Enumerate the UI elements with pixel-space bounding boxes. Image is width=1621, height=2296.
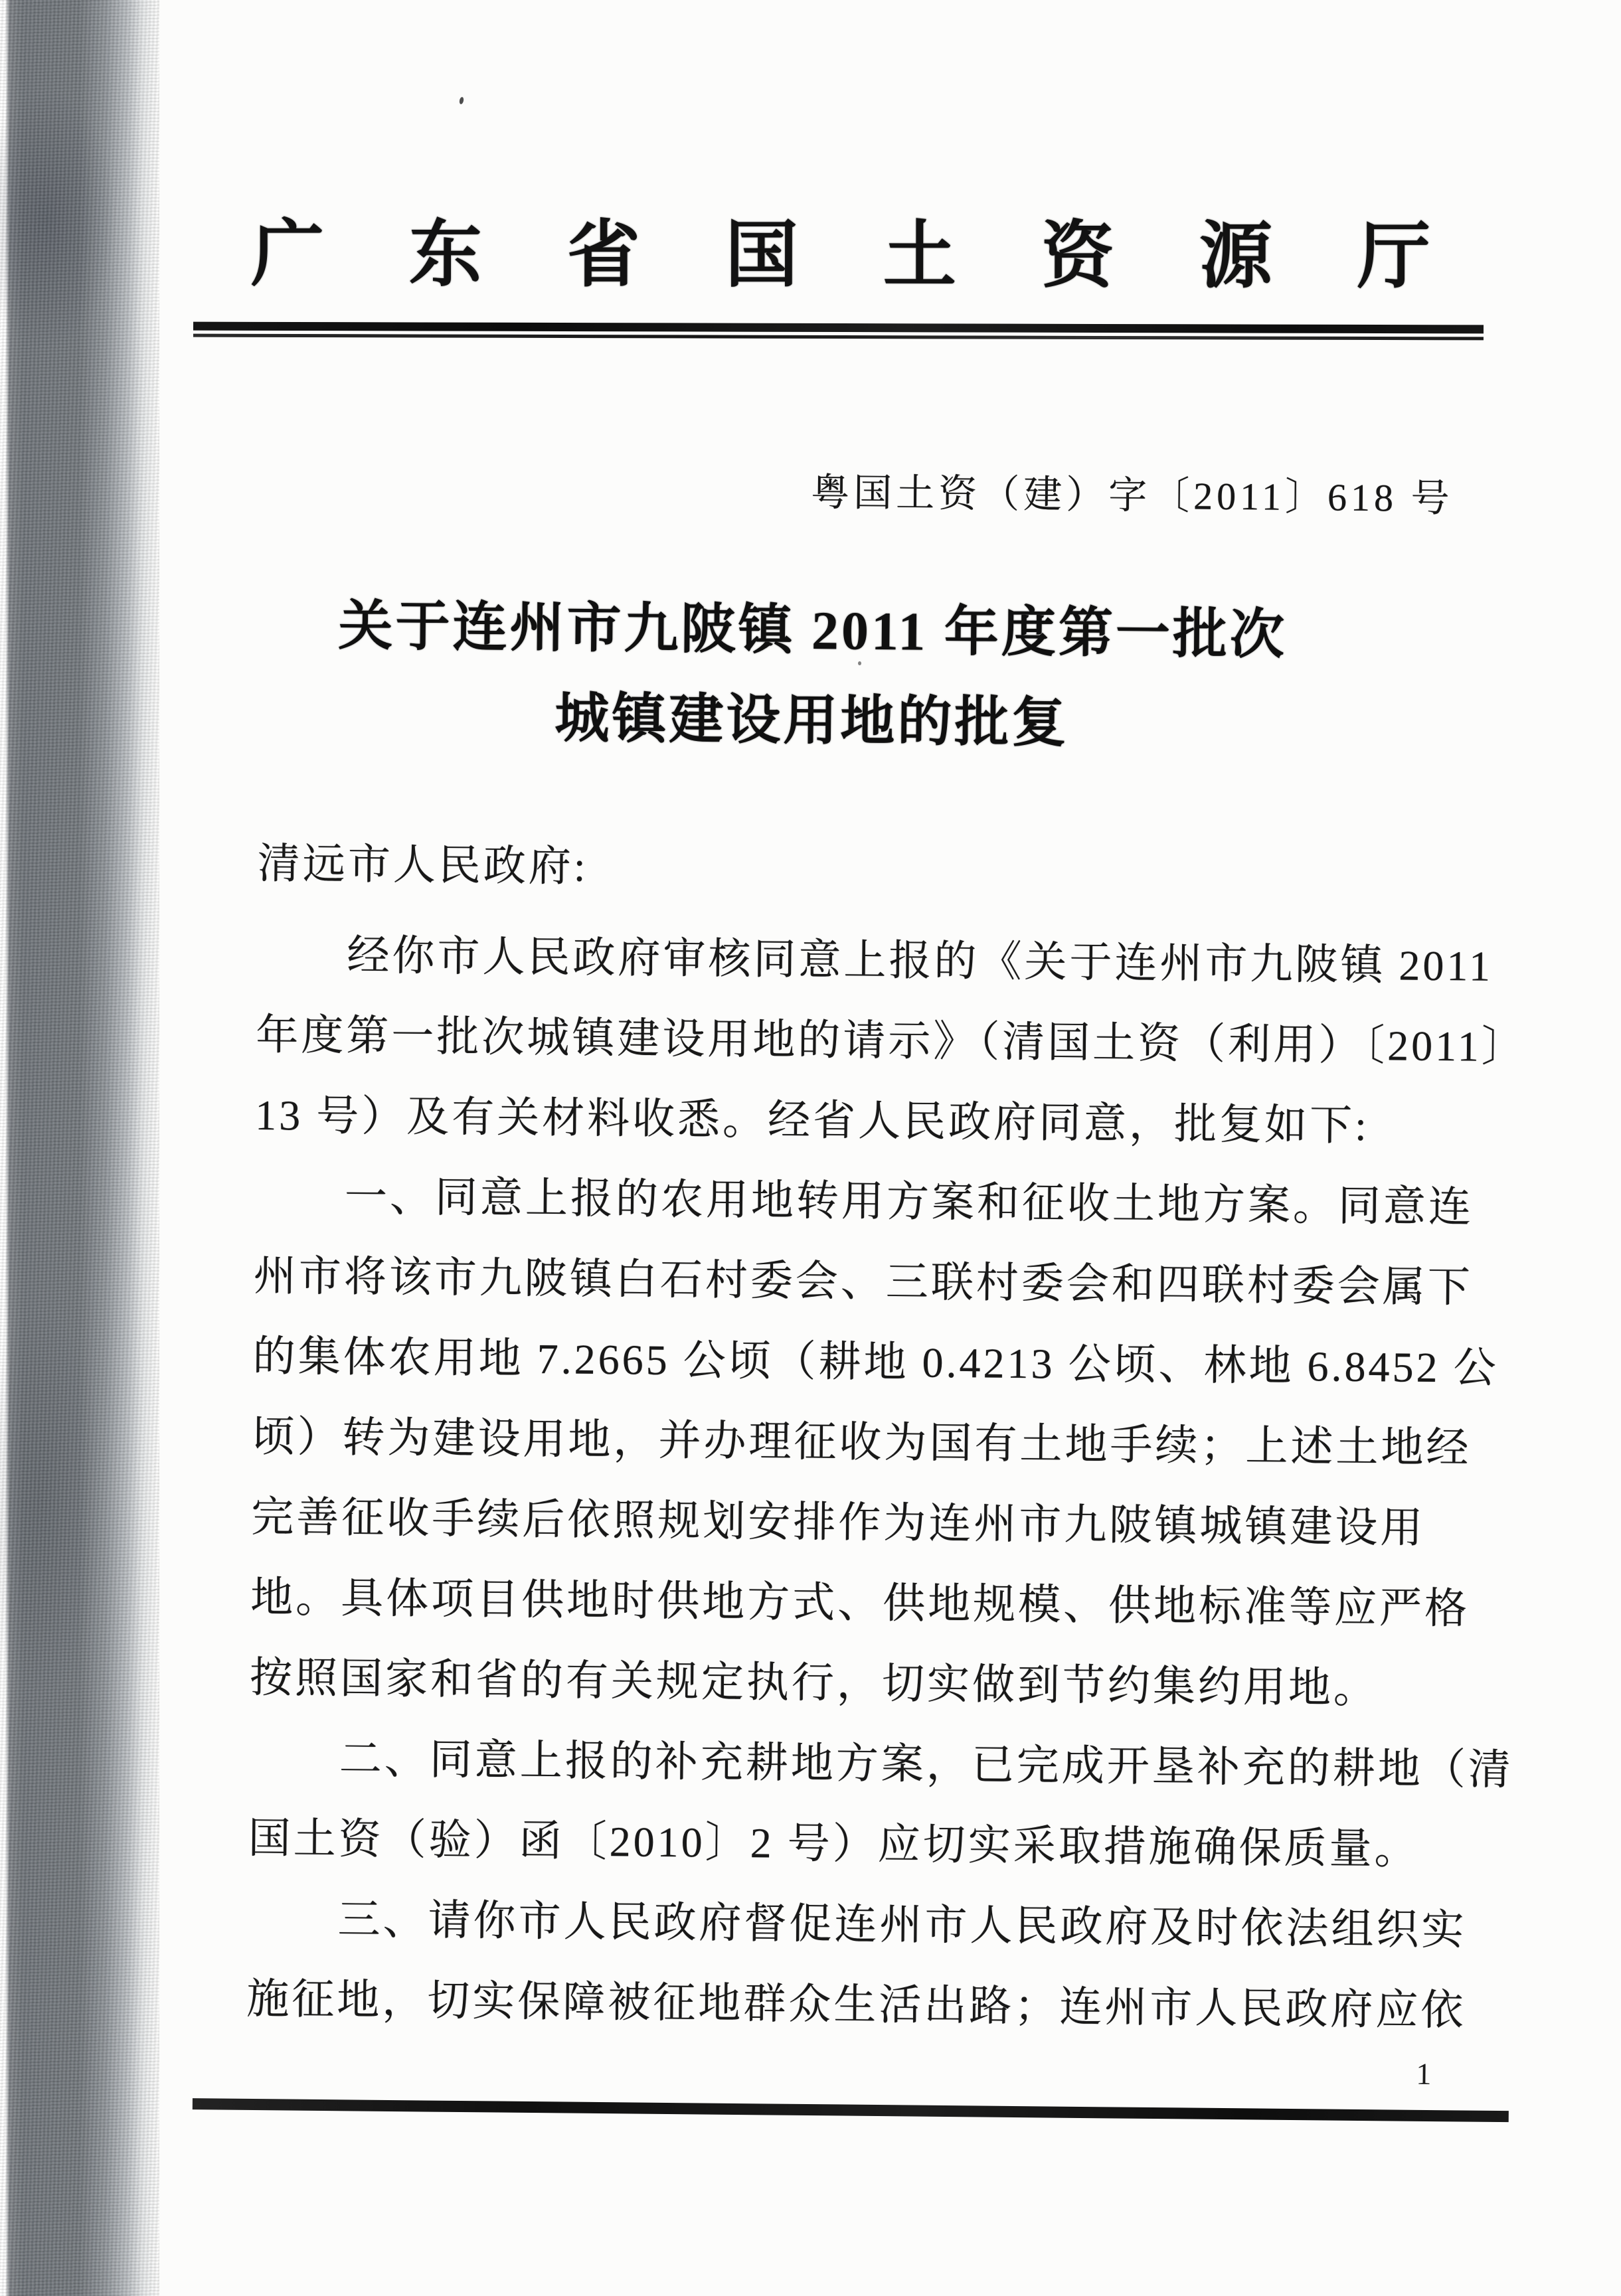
body-line: 13 号）及有关材料收悉。经省人民政府同意，批复如下: <box>254 1091 1370 1150</box>
body-line: 年度第一批次城镇建设用地的请示》（清国土资（利用）〔2011〕 <box>255 1011 1527 1071</box>
document-body <box>246 823 1527 2051</box>
document-title-line1: 关于连州市九陂镇 2011 年度第一批次 <box>338 596 1288 665</box>
page-number: 1 <box>1416 2056 1432 2091</box>
body-line: 国土资（验）函〔2010〕2 号）应切实采取措施确保质量。 <box>248 1814 1420 1873</box>
body-line: 州市将该市九陂镇白石村委会、三联村委会和四联村委会属下 <box>253 1252 1474 1311</box>
document-reference-number: 粤国土资（建）字〔2011〕618 号 <box>810 470 1454 521</box>
letterhead-agency-name: 广东省国土资源厅 <box>250 214 1516 297</box>
body-line: 二、同意上报的补充耕地方案，已完成开垦补充的耕地（清 <box>248 1734 1514 1794</box>
body-line: 按照国家和省的有关规定执行，切实做到节约集约用地。 <box>249 1653 1379 1712</box>
body-line: 三、请你市人民政府督促连州市人民政府及时依法组织实 <box>247 1894 1467 1954</box>
body-paragraph-lines <box>246 914 1527 2051</box>
body-line: 地。具体项目供地时供地方式、供地规模、供地标准等应严格 <box>250 1573 1470 1633</box>
document-title-line2: 城镇建设用地的批复 <box>554 688 1069 754</box>
body-line: 顷）转为建设用地，并办理征收为国有土地手续；上述土地经 <box>252 1412 1472 1472</box>
body-line: 的集体农用地 7.2665 公顷（耕地 0.4213 公顷、林地 6.8452 公 <box>252 1332 1499 1392</box>
body-line: 一、同意上报的农用地转用方案和征收土地方案。同意连 <box>254 1171 1474 1231</box>
body-line: 施征地，切实保障被征地群众生活出路；连州市人民政府应依 <box>246 1975 1466 2034</box>
footer-rule <box>193 2098 1509 2122</box>
salutation: 清远市人民政府: <box>257 839 588 890</box>
body-line: 完善征收手续后依照规划安排作为连州市九陂镇城镇建设用 <box>251 1493 1426 1552</box>
body-line: 经你市人民政府审核同意上报的《关于连州市九陂镇 2011 <box>256 930 1493 990</box>
